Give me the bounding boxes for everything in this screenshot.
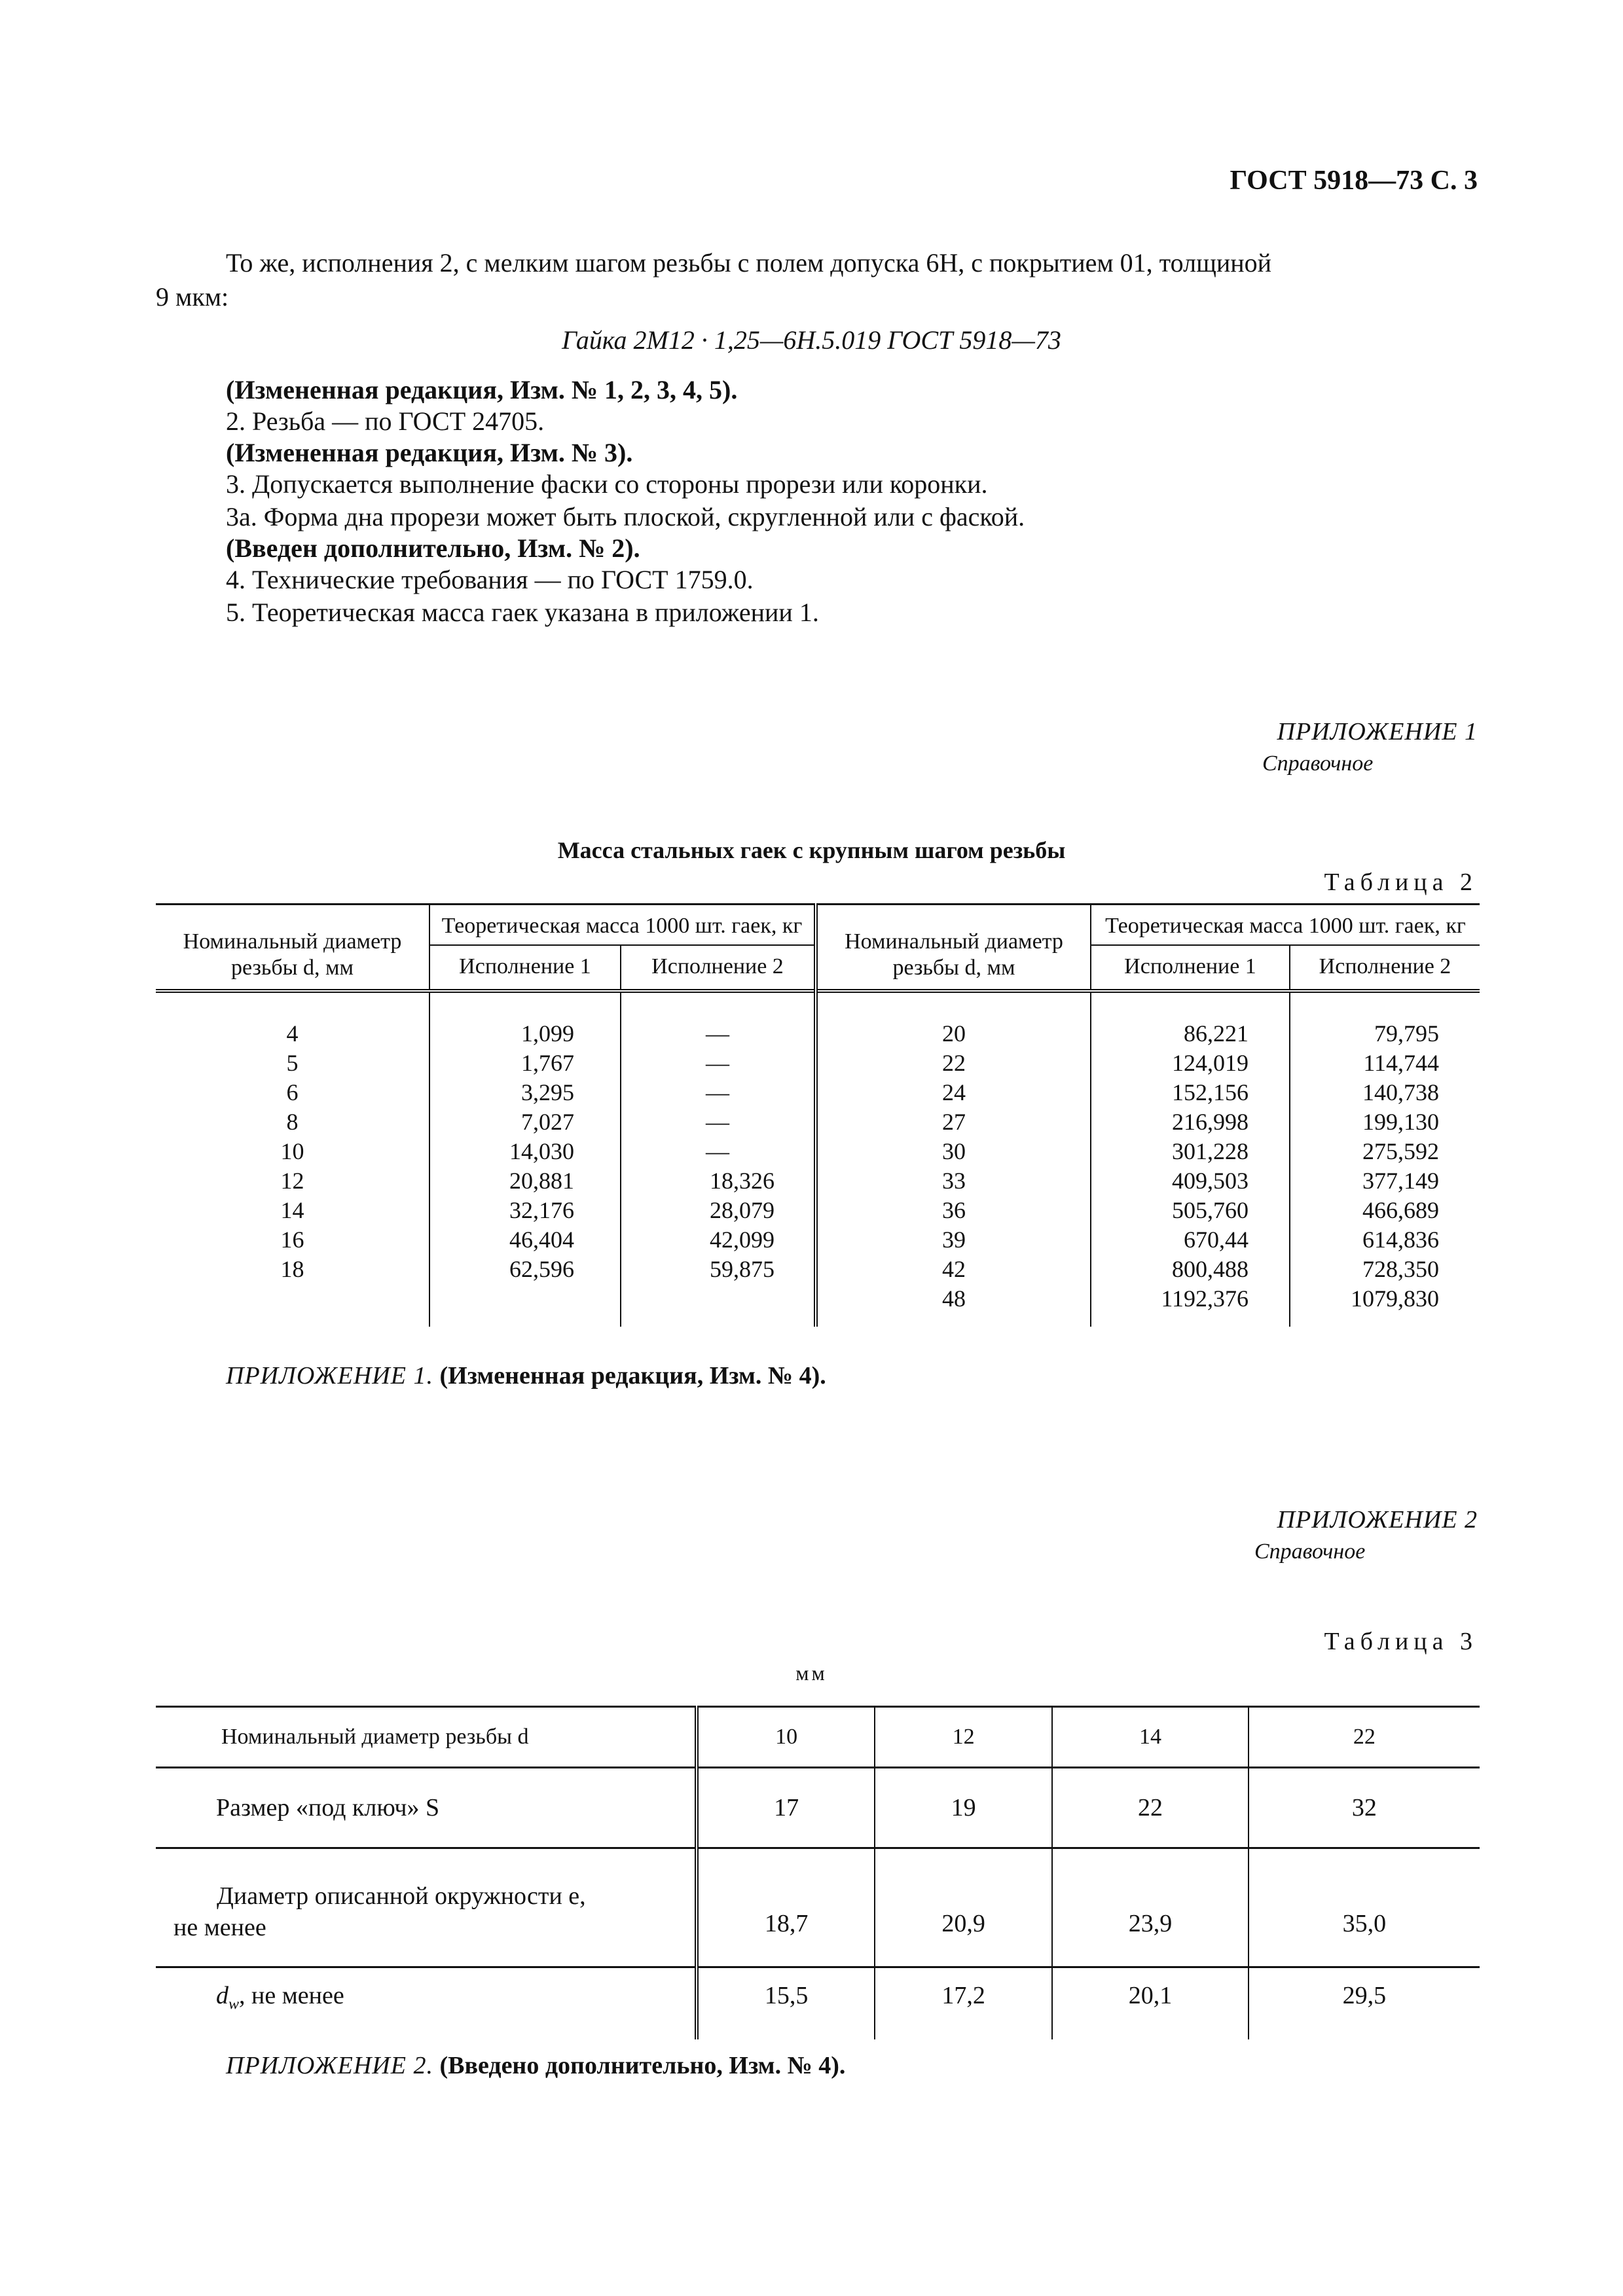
table3-label-cell: Размер «под ключ» S — [156, 1768, 697, 1848]
appendix2-note — [226, 2051, 845, 2080]
appendix1-note — [226, 1361, 826, 1390]
table2-row — [156, 1255, 1480, 1284]
table2-cell: 22 — [816, 1049, 1091, 1078]
table3-cell: 19 — [875, 1768, 1052, 1848]
table3-cell: 22 — [1052, 1768, 1248, 1848]
table2-cell: 36 — [816, 1196, 1091, 1225]
table3-cell: 10 — [697, 1707, 875, 1768]
table2 — [156, 903, 1480, 1327]
table3-cell: 35,0 — [1249, 1848, 1480, 1967]
table2-row — [156, 1166, 1480, 1196]
table2-cell: 5 — [286, 1050, 299, 1076]
table3-cell: 20,9 — [875, 1848, 1052, 1967]
table2-cell: 79,795 — [1290, 991, 1480, 1049]
table2-cell: 1,767 — [429, 1049, 621, 1078]
table2-header-exec1: Исполнение 1 — [1091, 945, 1290, 991]
table3-row — [156, 1967, 1480, 2040]
appendix1-note-ref: ПРИЛОЖЕНИЕ 1. — [226, 1362, 433, 1390]
table3-label-cell — [156, 1848, 697, 1967]
appendix2-title: ПРИЛОЖЕНИЕ 2 — [1277, 1506, 1478, 1534]
clause-line: (Измененная редакция, Изм. № 3). — [226, 438, 633, 467]
table2-cell: 124,019 — [1091, 1049, 1290, 1078]
table3-row — [156, 1707, 1480, 1768]
table2-row — [156, 1107, 1480, 1137]
table2-title: Масса стальных гаек с крупным шагом резьбы — [557, 837, 1066, 863]
table3-label-rest: , не менее — [239, 1982, 344, 2009]
intro-paragraph: То же, исполнения 2, с мелким шагом резьбы с полем допуска 6Н, с покрытием 01, толщиной — [226, 248, 1272, 278]
table2-cell: 114,744 — [1290, 1049, 1480, 1078]
table2-header-mass: Теоретическая масса 1000 шт. гаек, кг — [1091, 905, 1480, 946]
designation-example: Гайка 2М12 · 1,25—6Н.5.019 ГОСТ 5918—73 — [562, 325, 1061, 355]
appendix2-subtitle: Справочное — [1254, 1539, 1366, 1564]
table3-symbol: d — [216, 1982, 228, 2009]
table2-row — [156, 1137, 1480, 1166]
table2-cell: 33 — [816, 1166, 1091, 1196]
table2-cell: 3,295 — [429, 1078, 621, 1107]
table3-unit: мм — [795, 1661, 828, 1685]
table2-cell: 10 — [280, 1138, 304, 1164]
appendix2-note-text: (Введено дополнительно, Изм. № 4). — [439, 2052, 846, 2079]
table2-cell: 409,503 — [1091, 1166, 1290, 1196]
table2-header-exec2: Исполнение 2 — [1290, 945, 1480, 991]
table2-cell: 614,836 — [1290, 1225, 1480, 1255]
table2-cell: 466,689 — [1290, 1196, 1480, 1225]
table2-cell: 377,149 — [1290, 1166, 1480, 1196]
table2-cell: 30 — [816, 1137, 1091, 1166]
table2-cell: 800,488 — [1091, 1255, 1290, 1284]
table2-cell: — — [621, 1049, 816, 1078]
table2-cell: 728,350 — [1290, 1255, 1480, 1284]
table2-cell: 275,592 — [1290, 1137, 1480, 1166]
table3-label-cell — [156, 1967, 697, 2040]
table2-cell — [621, 1284, 816, 1327]
table2-cell: 7,027 — [429, 1107, 621, 1137]
table2-cell: — — [621, 991, 816, 1049]
table2-cell: 20,881 — [429, 1166, 621, 1196]
table2-row — [156, 1196, 1480, 1225]
table2-cell: 4 — [286, 1020, 299, 1047]
clause-line: 2. Резьба — по ГОСТ 24705. — [226, 406, 545, 436]
table3-cell: 20,1 — [1052, 1967, 1248, 2040]
table2-cell: 39 — [816, 1225, 1091, 1255]
table2-header-diameter: Номинальный диаметр резьбы d, мм — [156, 905, 429, 992]
table2-cell: 140,738 — [1290, 1078, 1480, 1107]
table2-row — [156, 1225, 1480, 1255]
appendix1-title: ПРИЛОЖЕНИЕ 1 — [1277, 718, 1478, 745]
table2-cell: 14 — [280, 1197, 304, 1223]
table2-cell: 152,156 — [1091, 1078, 1290, 1107]
table3-cell: 23,9 — [1052, 1848, 1248, 1967]
table2-header-diameter: Номинальный диаметр резьбы d, мм — [816, 905, 1091, 992]
table2-header-exec1: Исполнение 1 — [429, 945, 621, 991]
clause-line: 5. Теоретическая масса гаек указана в приложении 1. — [226, 598, 819, 627]
table2-row — [156, 1078, 1480, 1107]
table2-cell: — — [621, 1078, 816, 1107]
table2-cell: 1192,376 — [1091, 1284, 1290, 1327]
appendix2-note-ref: ПРИЛОЖЕНИЕ 2. — [226, 2052, 433, 2079]
table3-row — [156, 1848, 1480, 1967]
table2-cell: 670,44 — [1091, 1225, 1290, 1255]
table3 — [156, 1706, 1480, 2039]
clause-line: (Введен дополнительно, Изм. № 2). — [226, 533, 640, 563]
table3-row — [156, 1768, 1480, 1848]
table2-cell: 12 — [280, 1168, 304, 1194]
table2-label: Таблица 2 — [1324, 869, 1478, 896]
table2-cell: 32,176 — [429, 1196, 621, 1225]
table2-cell: 20 — [816, 991, 1091, 1049]
table2-cell: 18,326 — [621, 1166, 816, 1196]
table2-cell: 199,130 — [1290, 1107, 1480, 1137]
table2-cell: 16 — [280, 1227, 304, 1253]
table3-label: Таблица 3 — [1324, 1628, 1478, 1655]
table2-cell: 27 — [816, 1107, 1091, 1137]
table2-cell: — — [621, 1107, 816, 1137]
table2-cell: 42 — [816, 1255, 1091, 1284]
table3-label-line: не менее — [173, 1914, 266, 1941]
table2-cell — [156, 1284, 429, 1327]
clause-line: (Измененная редакция, Изм. № 1, 2, 3, 4, 5). — [226, 375, 738, 404]
table2-header-exec2: Исполнение 2 — [621, 945, 816, 991]
table2-cell: 505,760 — [1091, 1196, 1290, 1225]
table2-cell: 1,099 — [429, 991, 621, 1049]
table2-row — [156, 1049, 1480, 1078]
table2-cell: 8 — [286, 1109, 299, 1135]
table2-cell: 86,221 — [1091, 991, 1290, 1049]
table2-cell: 6 — [286, 1079, 299, 1105]
page-header: ГОСТ 5918—73 С. 3 — [1230, 166, 1478, 196]
table2-cell: 28,079 — [621, 1196, 816, 1225]
intro-paragraph-cont: 9 мкм: — [156, 282, 229, 312]
table2-cell: 48 — [816, 1284, 1091, 1327]
table3-cell: 17 — [697, 1768, 875, 1848]
table2-cell: 1079,830 — [1290, 1284, 1480, 1327]
table2-cell: 301,228 — [1091, 1137, 1290, 1166]
clause-line: 4. Технические требования — по ГОСТ 1759.0. — [226, 565, 754, 594]
table3-cell: 29,5 — [1249, 1967, 1480, 2040]
table3-symbol-sub: w — [228, 1996, 240, 2013]
table3-cell: 18,7 — [697, 1848, 875, 1967]
table2-cell: 59,875 — [621, 1255, 816, 1284]
appendix1-subtitle: Справочное — [1262, 751, 1374, 776]
table3-cell: 12 — [875, 1707, 1052, 1768]
table2-cell: 46,404 — [429, 1225, 621, 1255]
table2-cell: — — [621, 1137, 816, 1166]
table2-cell — [429, 1284, 621, 1327]
clause-line: 3а. Форма дна прорези может быть плоской, скругленной или с фаской. — [226, 502, 1025, 531]
table2-cell: 24 — [816, 1078, 1091, 1107]
clause-line: 3. Допускается выполнение фаски со стороны прорези или коронки. — [226, 469, 988, 499]
table3-label-line: Диаметр описанной окружности е, — [217, 1882, 586, 1910]
table2-row — [156, 1284, 1480, 1327]
table2-cell: 62,596 — [429, 1255, 621, 1284]
table2-cell: 14,030 — [429, 1137, 621, 1166]
table3-cell: 32 — [1249, 1768, 1480, 1848]
table3-cell: 15,5 — [697, 1967, 875, 2040]
table2-row — [156, 991, 1480, 1049]
table2-cell: 42,099 — [621, 1225, 816, 1255]
table3-cell: 22 — [1249, 1707, 1480, 1768]
table3-cell: 14 — [1052, 1707, 1248, 1768]
table3-label-cell: Номинальный диаметр резьбы d — [156, 1707, 697, 1768]
appendix1-note-text: (Измененная редакция, Изм. № 4). — [439, 1362, 826, 1390]
table2-header-mass: Теоретическая масса 1000 шт. гаек, кг — [429, 905, 816, 946]
table2-cell: 18 — [280, 1256, 304, 1282]
table3-cell: 17,2 — [875, 1967, 1052, 2040]
table2-cell: 216,998 — [1091, 1107, 1290, 1137]
